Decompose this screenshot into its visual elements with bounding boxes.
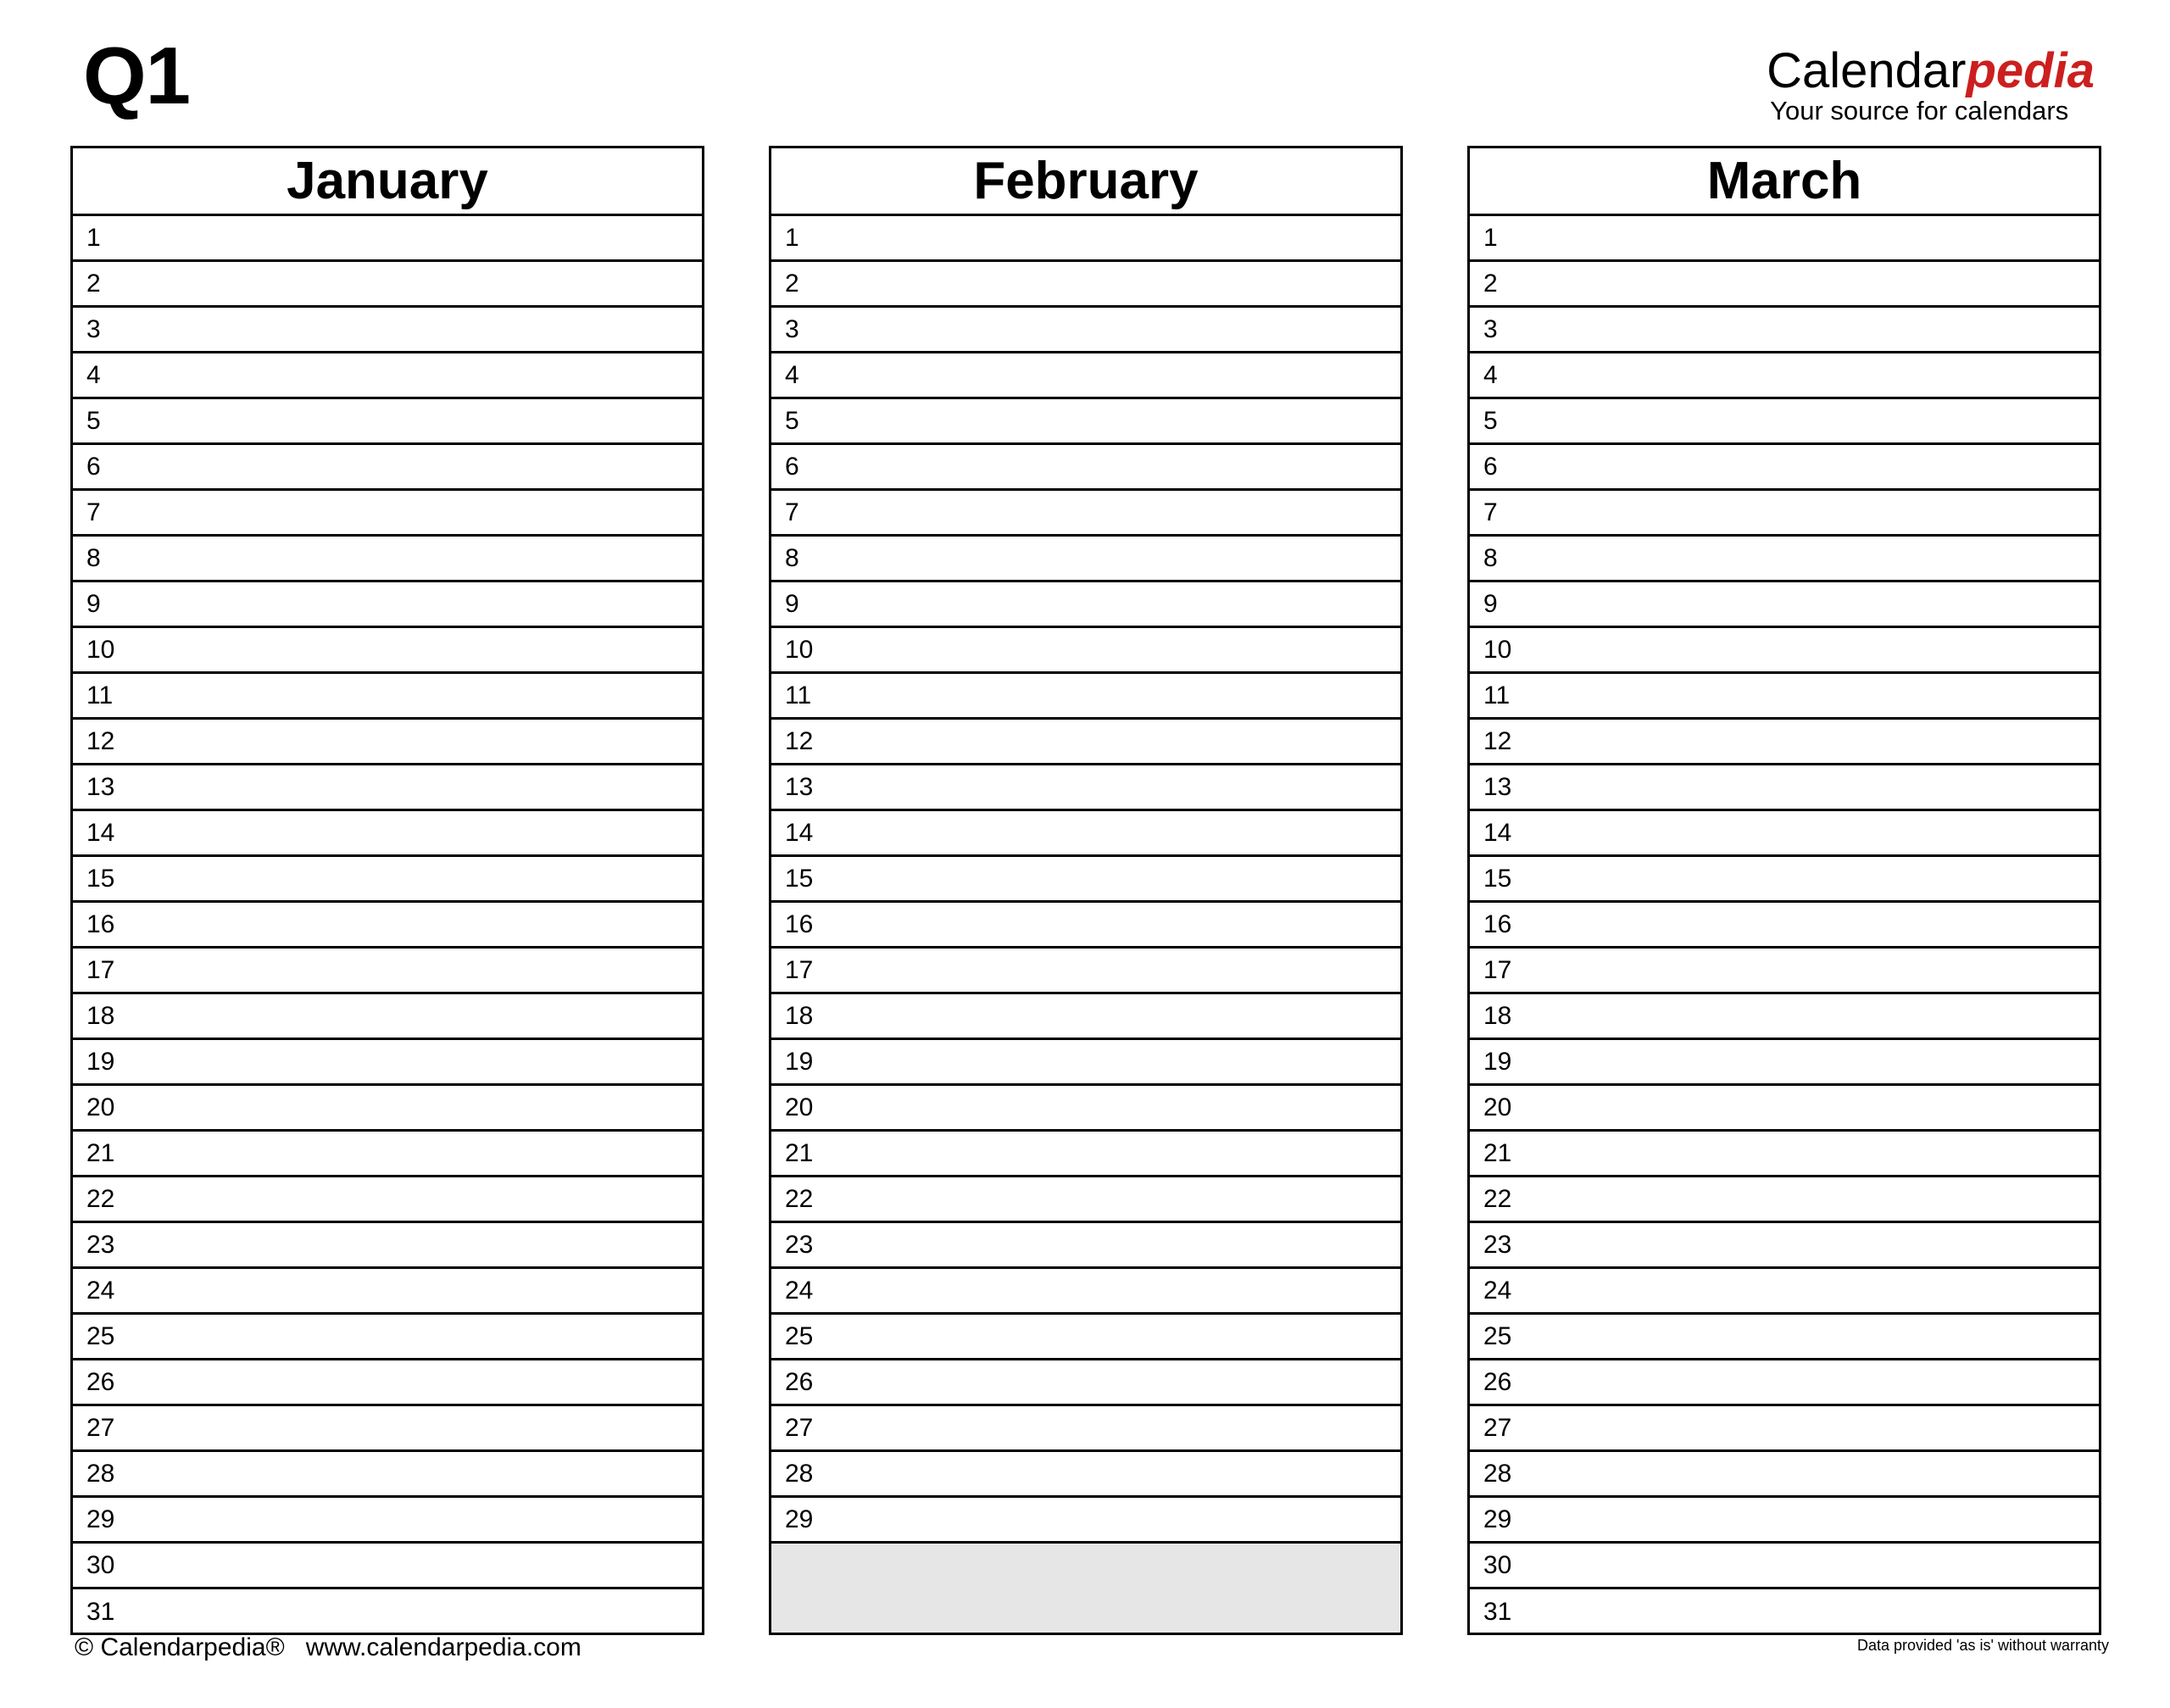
- day-row[interactable]: 21: [1470, 1132, 2099, 1177]
- day-row[interactable]: 12: [73, 720, 702, 765]
- day-row[interactable]: 15: [73, 857, 702, 903]
- day-row[interactable]: 4: [73, 353, 702, 399]
- day-row[interactable]: 22: [771, 1177, 1400, 1223]
- day-row[interactable]: 9: [771, 582, 1400, 628]
- day-row[interactable]: 18: [73, 994, 702, 1040]
- day-row[interactable]: 23: [771, 1223, 1400, 1269]
- day-row[interactable]: 20: [73, 1086, 702, 1132]
- day-row[interactable]: 10: [1470, 628, 2099, 674]
- quarter-title: Q1: [83, 31, 191, 121]
- day-row[interactable]: 23: [1470, 1223, 2099, 1269]
- day-row[interactable]: 16: [73, 903, 702, 949]
- day-row[interactable]: 14: [73, 811, 702, 857]
- day-row[interactable]: 8: [73, 537, 702, 582]
- month-column: [70, 146, 704, 1635]
- day-row[interactable]: 12: [771, 720, 1400, 765]
- day-row[interactable]: 27: [771, 1406, 1400, 1452]
- day-row[interactable]: 10: [771, 628, 1400, 674]
- day-row[interactable]: 3: [771, 308, 1400, 353]
- day-row[interactable]: 5: [73, 399, 702, 445]
- day-row[interactable]: 18: [771, 994, 1400, 1040]
- day-row[interactable]: 19: [1470, 1040, 2099, 1086]
- month-header: March: [1470, 148, 2099, 216]
- day-row[interactable]: 24: [1470, 1269, 2099, 1315]
- day-row[interactable]: 17: [1470, 949, 2099, 994]
- day-row[interactable]: 7: [73, 491, 702, 537]
- day-row[interactable]: 26: [73, 1360, 702, 1406]
- day-row[interactable]: 15: [771, 857, 1400, 903]
- unused-days-filler: [771, 1544, 1400, 1633]
- day-row[interactable]: 27: [1470, 1406, 2099, 1452]
- day-row[interactable]: 6: [1470, 445, 2099, 491]
- day-row[interactable]: 24: [73, 1269, 702, 1315]
- brand-name-accent: pedia: [1966, 43, 2095, 98]
- day-row[interactable]: 29: [1470, 1498, 2099, 1544]
- day-row[interactable]: 19: [73, 1040, 702, 1086]
- day-row[interactable]: 13: [771, 765, 1400, 811]
- day-row[interactable]: 11: [771, 674, 1400, 720]
- day-row[interactable]: 22: [73, 1177, 702, 1223]
- day-row[interactable]: 7: [771, 491, 1400, 537]
- footer-copyright: © Calendarpedia® www.calendarpedia.com: [75, 1633, 581, 1661]
- month-header: February: [771, 148, 1400, 216]
- day-row[interactable]: 8: [771, 537, 1400, 582]
- month-header: January: [73, 148, 702, 216]
- day-row[interactable]: 13: [73, 765, 702, 811]
- day-row[interactable]: 19: [771, 1040, 1400, 1086]
- day-row[interactable]: 21: [771, 1132, 1400, 1177]
- day-row[interactable]: 3: [73, 308, 702, 353]
- day-row[interactable]: 12: [1470, 720, 2099, 765]
- day-row[interactable]: 8: [1470, 537, 2099, 582]
- month-column: [1467, 146, 2101, 1635]
- day-row[interactable]: 2: [1470, 262, 2099, 308]
- day-row[interactable]: 25: [73, 1315, 702, 1360]
- day-row[interactable]: 14: [771, 811, 1400, 857]
- day-row[interactable]: 1: [1470, 216, 2099, 262]
- day-row[interactable]: 25: [1470, 1315, 2099, 1360]
- day-row[interactable]: 30: [1470, 1544, 2099, 1589]
- day-row[interactable]: 10: [73, 628, 702, 674]
- day-row[interactable]: 23: [73, 1223, 702, 1269]
- brand-tagline: Your source for calendars: [1770, 96, 2069, 125]
- day-row[interactable]: 25: [771, 1315, 1400, 1360]
- day-row[interactable]: 16: [1470, 903, 2099, 949]
- day-row[interactable]: 1: [771, 216, 1400, 262]
- day-row[interactable]: 4: [1470, 353, 2099, 399]
- day-row[interactable]: 26: [1470, 1360, 2099, 1406]
- day-row[interactable]: 5: [1470, 399, 2099, 445]
- day-row[interactable]: 31: [86, 1598, 115, 1626]
- day-row[interactable]: 28: [73, 1452, 702, 1498]
- day-row[interactable]: 2: [73, 262, 702, 308]
- day-row[interactable]: 29: [73, 1498, 702, 1544]
- day-row[interactable]: 15: [1470, 857, 2099, 903]
- day-row[interactable]: 21: [73, 1132, 702, 1177]
- day-row[interactable]: 9: [73, 582, 702, 628]
- day-row[interactable]: 20: [771, 1086, 1400, 1132]
- day-row[interactable]: 30: [73, 1544, 702, 1589]
- day-row[interactable]: 31: [1483, 1598, 1512, 1626]
- day-row[interactable]: 17: [771, 949, 1400, 994]
- day-row[interactable]: 13: [1470, 765, 2099, 811]
- day-row[interactable]: 3: [1470, 308, 2099, 353]
- day-row[interactable]: 11: [73, 674, 702, 720]
- day-row[interactable]: 6: [771, 445, 1400, 491]
- day-row[interactable]: 29: [771, 1498, 1400, 1544]
- footer-disclaimer: Data provided 'as is' without warranty: [1856, 1637, 2109, 1654]
- day-row[interactable]: 7: [1470, 491, 2099, 537]
- day-row[interactable]: 27: [73, 1406, 702, 1452]
- day-row[interactable]: 18: [1470, 994, 2099, 1040]
- day-row[interactable]: 2: [771, 262, 1400, 308]
- day-row[interactable]: 24: [771, 1269, 1400, 1315]
- day-row[interactable]: 4: [771, 353, 1400, 399]
- day-row[interactable]: 28: [1470, 1452, 2099, 1498]
- day-row[interactable]: 9: [1470, 582, 2099, 628]
- month-column: [769, 146, 1403, 1635]
- day-row[interactable]: 6: [73, 445, 702, 491]
- day-row[interactable]: 11: [1470, 674, 2099, 720]
- brand-name-plain: Calendar: [1767, 43, 1967, 98]
- day-row[interactable]: 5: [771, 399, 1400, 445]
- day-row[interactable]: 16: [771, 903, 1400, 949]
- day-row[interactable]: 28: [771, 1452, 1400, 1498]
- day-row[interactable]: 17: [73, 949, 702, 994]
- brand-name: [1767, 43, 2095, 98]
- day-row[interactable]: 1: [73, 216, 702, 262]
- day-row[interactable]: 20: [1470, 1086, 2099, 1132]
- brand-logo: [1767, 43, 2095, 125]
- day-row[interactable]: 14: [1470, 811, 2099, 857]
- day-row[interactable]: 22: [1470, 1177, 2099, 1223]
- day-row[interactable]: 26: [771, 1360, 1400, 1406]
